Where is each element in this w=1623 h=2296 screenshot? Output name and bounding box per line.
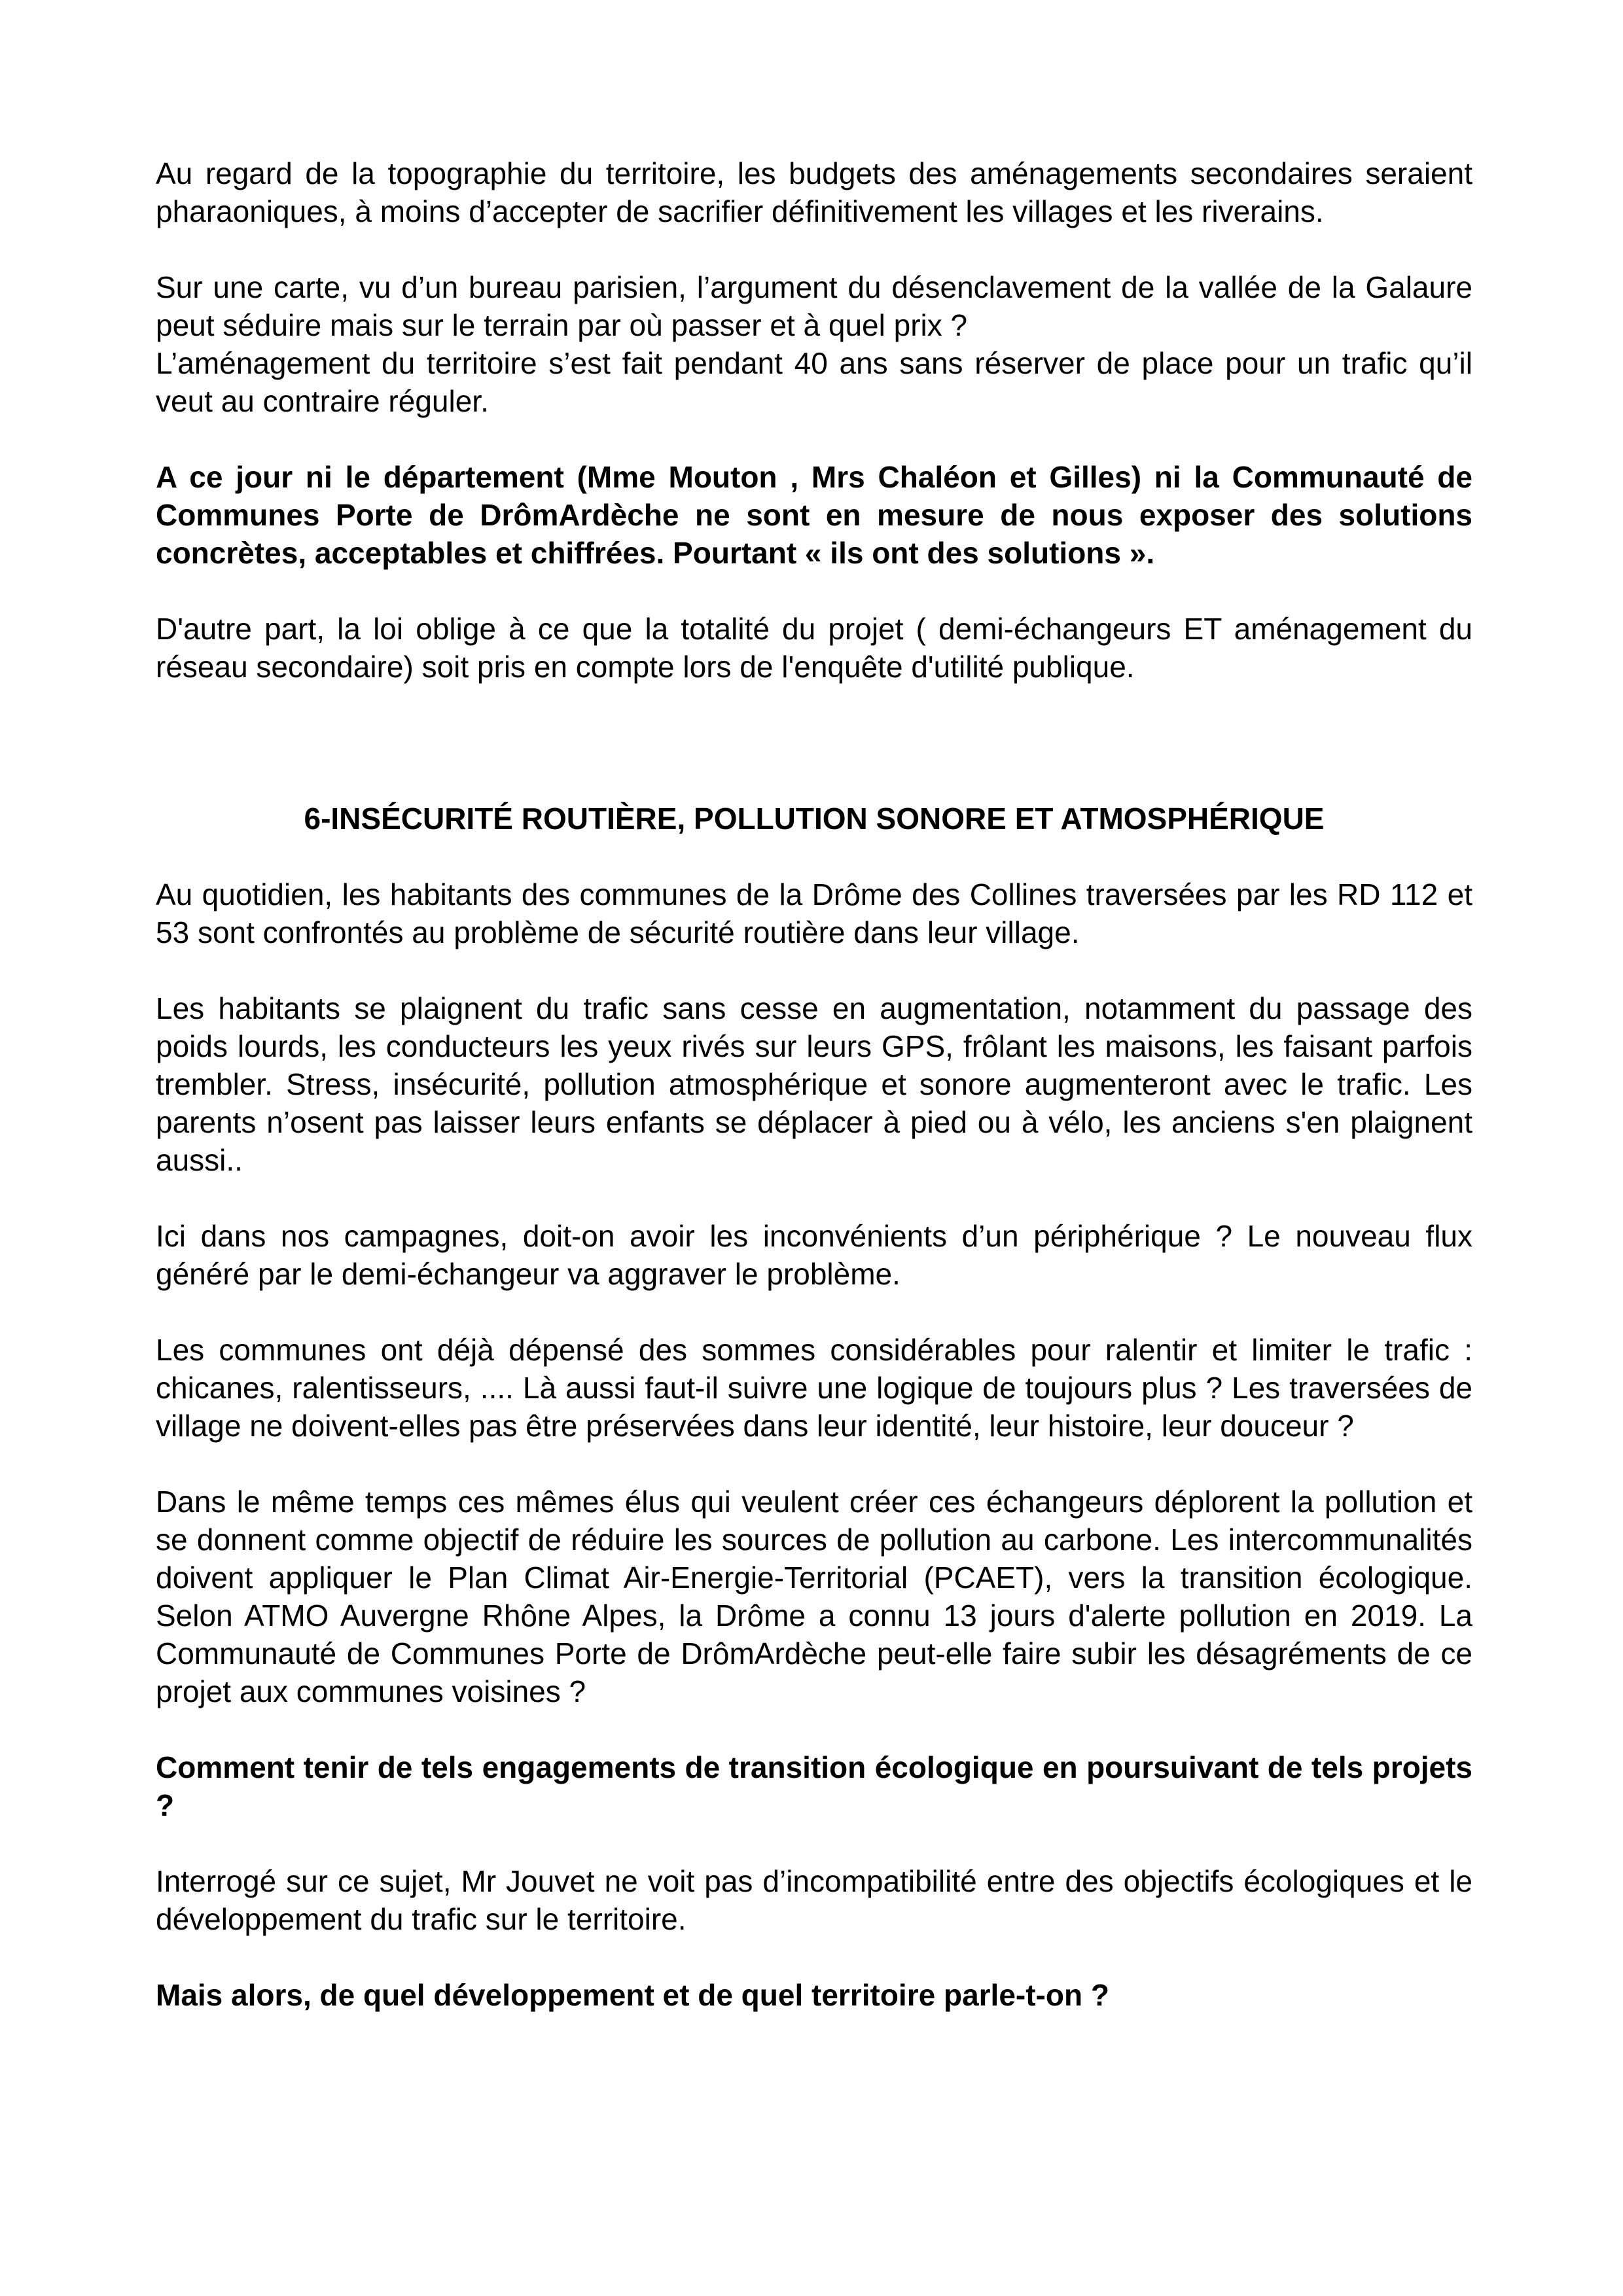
document-body (156, 154, 1472, 2014)
paragraph-territory-planning: L’aménagement du territoire s’est fait pendant 40 ans sans réserver de place pour un trafic qu’il veut au contraire réguler. (156, 346, 1472, 418)
paragraph-jouvet: Interrogé sur ce sujet, Mr Jouvet ne voit pas d’incompatibilité entre des objectifs écologiques et le développement du trafic sur le territoire. (156, 1864, 1472, 1936)
paragraph-daily-safety: Au quotidien, les habitants des communes de la Drôme des Collines traversées par les RD 112 et 53 sont confrontés au problème de sécurité routière dans leur village. (156, 877, 1472, 949)
paragraph-residents-complaints: Les habitants se plaignent du trafic sans cesse en augmentation, notamment du passage des poids lourds, les conducteurs les yeux rivés sur leurs GPS, frôlant les maisons, les faisant parfois trembler. Stress, insécurité, pollution atmosphérique et sonore augmenteront avec le trafic. Les parents n’osent pas laisser leurs enfants se déplacer à pied ou à vélo, les anciens s'en plaignent aussi.. (156, 991, 1472, 1177)
section-heading: 6-INSÉCURITÉ ROUTIÈRE, POLLUTION SONORE ET ATMOSPHÉRIQUE (304, 802, 1325, 836)
paragraph-ring-road: Ici dans nos campagnes, doit-on avoir les inconvénients d’un périphérique ? Le nouveau flux généré par le demi-échangeur va aggraver le problème. (156, 1219, 1472, 1291)
paragraph-law-obligation: D'autre part, la loi oblige à ce que la totalité du projet ( demi-échangeurs ET aménagement du réseau secondaire) soit pris en compte lors de l'enquête d'utilité publique. (156, 612, 1472, 684)
paragraph-traffic-calming: Les communes ont déjà dépensé des sommes considérables pour ralentir et limiter le trafic : chicanes, ralentisseurs, .... Là aussi faut-il suivre une logique de toujours plus ? Les traversées de village ne doivent-elles pas être préservées dans leur identité, leur histoire, leur douceur ? (156, 1333, 1472, 1443)
paragraph-topography: Au regard de la topographie du territoire, les budgets des aménagements secondaires seraient pharaoniques, à moins d’accepter de sacrifier définitivement les villages et les riverains. (156, 156, 1472, 228)
paragraph-no-solutions: A ce jour ni le département (Mme Mouton , Mrs Chaléon et Gilles) ni la Communauté de Communes Porte de DrômArdèche ne sont en mesure de nous exposer des solutions concrètes, acceptables et chiffrées. Pourtant « ils ont des solutions ». (156, 460, 1472, 570)
paragraph-pollution: Dans le même temps ces mêmes élus qui veulent créer ces échangeurs déplorent la pollution et se donnent comme objectif de réduire les sources de pollution au carbone. Les intercommunalités doivent appliquer le Plan Climat Air-Energie-Territorial (PCAET), vers la transition écologique. Selon ATMO Auvergne Rhône Alpes, la Drôme a connu 13 jours d'alerte pollution en 2019. La Communauté de Communes Porte de DrômArdèche peut-elle faire subir les désagréments de ce projet aux communes voisines ? (156, 1485, 1472, 1708)
paragraph-ecological-question: Comment tenir de tels engagements de transition écologique en poursuivant de tels projets ? (156, 1750, 1472, 1822)
paragraph-map-argument: Sur une carte, vu d’un bureau parisien, l’argument du désenclavement de la vallée de la Galaure peut séduire mais sur le terrain par où passer et à quel prix ? (156, 270, 1472, 342)
paragraph-final-question: Mais alors, de quel développement et de quel territoire parle-t-on ? (156, 1978, 1109, 2012)
